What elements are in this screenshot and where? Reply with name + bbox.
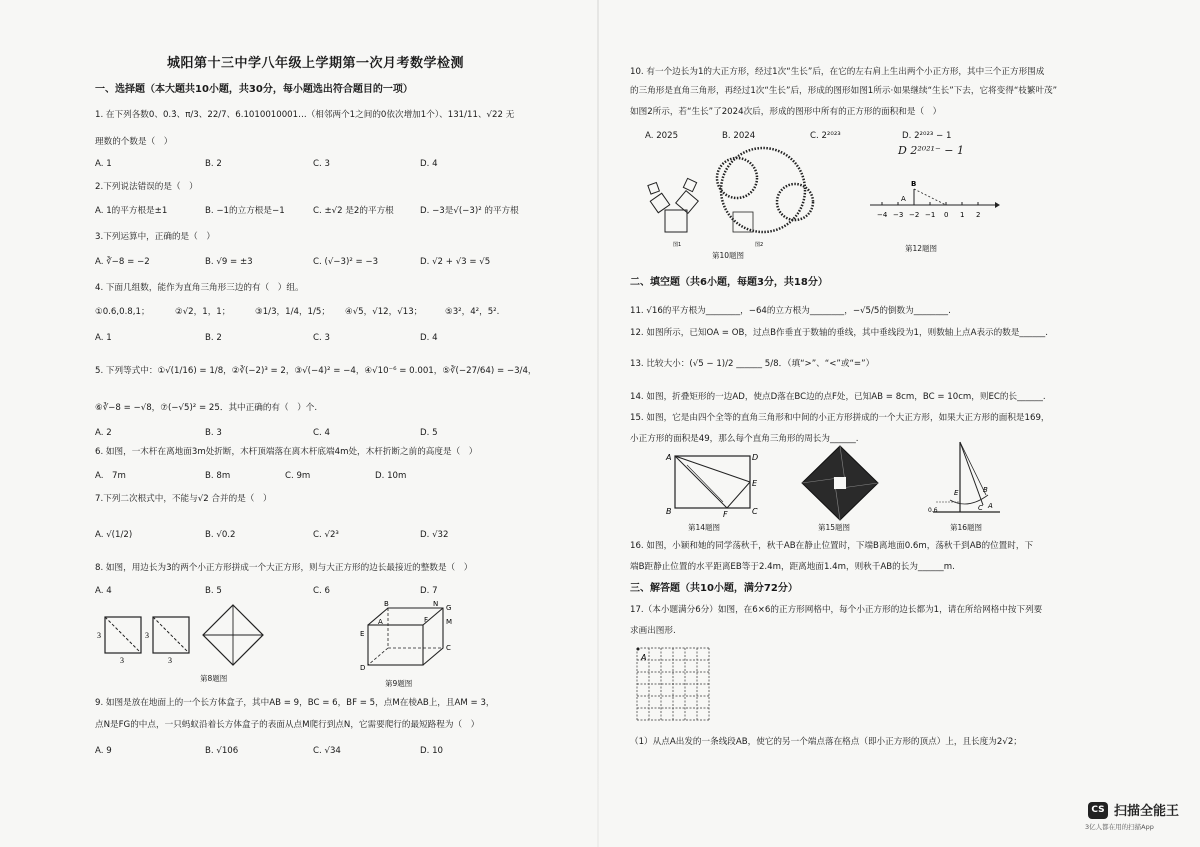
q7-text: 7.下列二次根式中，不能与√2 合并的是（ ） bbox=[95, 494, 272, 504]
q10-option-b: B. 2024 bbox=[722, 131, 756, 141]
section-choice-heading: 一、选择题（本大题共10小题，共30分，每小题选出符合题目的一项） bbox=[95, 84, 413, 95]
q9-option-d: D. 10 bbox=[420, 746, 444, 756]
q10-handwritten-answer: D 2²⁰²¹⁻ − 1 bbox=[898, 144, 964, 157]
figure-9 bbox=[360, 600, 460, 680]
fig9-label-c: C bbox=[446, 644, 451, 652]
q7-option-d: D. √32 bbox=[420, 530, 449, 540]
fig10-caption: 第10题图 bbox=[712, 251, 745, 260]
fold-line-ae bbox=[675, 456, 750, 482]
q8-option-a: A. 4 bbox=[95, 586, 112, 596]
figure-10 bbox=[645, 150, 855, 250]
swing-rope-rest bbox=[960, 442, 983, 505]
q3-option-b: B. √9 = ±3 bbox=[205, 257, 253, 267]
small-square-15 bbox=[834, 477, 846, 489]
q12-text: 12. 如图所示，已知OA = OB，过点B作垂直于数轴的垂线，其中垂线段为1，则数轴上点A表示的数是______. bbox=[630, 328, 1048, 338]
fig12-tick-label-3: −2 bbox=[909, 211, 920, 219]
q1-text-2: 理数的个数是（ ） bbox=[95, 137, 173, 147]
fig16-label-e: E bbox=[954, 489, 959, 497]
q7-option-c: C. √2³ bbox=[313, 530, 339, 540]
q4-option-b: B. 2 bbox=[205, 333, 222, 343]
q16-text: 16. 如图，小颖和她的同学荡秋千，秋千AB在静止位置时，下端B离地面0.6m，荡秋千到AB的位置时，下 bbox=[630, 541, 1034, 551]
q8-text: 8. 如图，用边长为3的两个小正方形拼成一个大正方形，则与大正方形的边长最接近的整数是（ ） bbox=[95, 563, 473, 573]
q16-text-2: 端B距静止位置的水平距离EB等于2.4m，距离地面1.4m，则秋千AB的长为______m. bbox=[630, 562, 955, 572]
q11-text: 11. √16的平方根为________，−64的立方根为________，−√5/5的倒数为________. bbox=[630, 306, 951, 316]
diagonal-left bbox=[105, 617, 141, 653]
q5-option-d: D. 5 bbox=[420, 428, 438, 438]
q5-text-2: ⑥∛−8 = −√8，⑦(−√5)² = 25．其中正确的有（ ）个. bbox=[95, 403, 318, 413]
scanner-logo-icon: CS bbox=[1088, 802, 1108, 819]
q17-text-2: 求画出图形. bbox=[630, 626, 676, 636]
scanner-app-name: 扫描全能王 bbox=[1114, 804, 1180, 819]
q14-text: 14. 如图，折叠矩形的一边AD，使点D落在BC边的点F处，已知AB = 8cm，BC = 10cm，则EC的长______. bbox=[630, 392, 1046, 402]
q10-option-c: C. 2²⁰²³ bbox=[810, 131, 841, 141]
q9-option-a: A. 9 bbox=[95, 746, 112, 756]
box-hidden-edge-2 bbox=[368, 648, 388, 665]
q8-option-b: B. 5 bbox=[205, 586, 222, 596]
figure-12 bbox=[870, 175, 1000, 230]
q1-option-c: C. 3 bbox=[313, 159, 330, 169]
figure-16 bbox=[928, 440, 1008, 520]
q15-text-2: 小正方形的面积是49，那么每个直角三角形的周长为______. bbox=[630, 434, 859, 444]
q4-item-1: ①0.6,0.8,1； bbox=[95, 307, 150, 317]
fig16-label-height: 0.6 bbox=[928, 507, 938, 514]
fig16-label-b: B bbox=[983, 486, 988, 494]
q17-text: 17.（本小题满分6分）如图，在6×6的正方形网格中，每个小正方形的边长都为1，请在所给网格中按下列要 bbox=[630, 605, 1043, 615]
fig14-label-f: F bbox=[723, 510, 728, 519]
fig12-tick-label-1: −4 bbox=[877, 211, 888, 219]
box-hidden-edges bbox=[388, 608, 443, 648]
q3-text: 3.下列运算中，正确的是（ ） bbox=[95, 232, 215, 242]
fig9-label-n: N bbox=[433, 600, 439, 608]
q1-text: 1. 在下列各数0、0.3̇、π/3、22/7、6.1010010001…（相邻两个1之间的0依次增加1个）、131/11、√22 无 bbox=[95, 110, 515, 120]
q7-option-a: A. √(1/2) bbox=[95, 530, 133, 540]
fig14-label-d: D bbox=[752, 453, 759, 462]
q1-option-a: A. 1 bbox=[95, 159, 112, 169]
q1-option-b: B. 2 bbox=[205, 159, 222, 169]
q3-option-c: C. (√−3)² = −3 bbox=[313, 257, 379, 267]
grid-lines bbox=[637, 648, 709, 720]
q4-text: 4. 下面几组数，能作为直角三角形三边的有（ ）组。 bbox=[95, 283, 304, 293]
fig12-tick-label-6: 1 bbox=[960, 211, 965, 219]
fig12-point-b: B bbox=[911, 180, 917, 188]
fig10-tree-small bbox=[648, 178, 698, 232]
fig9-label-b: B bbox=[384, 600, 389, 608]
fig9-label-m: M bbox=[446, 618, 453, 626]
fig8-side-label-3: 3 bbox=[145, 631, 149, 640]
q8-option-c: C. 6 bbox=[313, 586, 330, 596]
fig9-label-e: E bbox=[360, 630, 365, 638]
q15-text: 15. 如图，它是由四个全等的直角三角形和中间的小正方形拼成的一个大正方形，如果大正方形的面积是169， bbox=[630, 413, 1050, 423]
fig9-caption: 第9题图 bbox=[385, 679, 413, 688]
q9-text-2: 点N是FG的中点，一只蚂蚁沿着长方体盒子的表面从点M爬行到点N，它需要爬行的最短路程为（ ） bbox=[95, 720, 480, 730]
grid-point-a bbox=[637, 648, 640, 651]
q2-text: 2.下列说法错误的是（ ） bbox=[95, 182, 198, 192]
fig15-caption: 第15题图 bbox=[818, 523, 851, 532]
section-answer-heading: 三、解答题（共10小题，满分72分） bbox=[630, 583, 798, 594]
q8-option-d: D. 7 bbox=[420, 586, 438, 596]
fig8-side-label-1: 3 bbox=[97, 631, 101, 640]
q6-option-d: D. 10m bbox=[375, 471, 407, 481]
fig8-caption: 第8题图 bbox=[200, 674, 228, 683]
q6-option-b: B. 8m bbox=[205, 471, 231, 481]
q4-item-4: ④√5，√12，√13； bbox=[345, 307, 423, 317]
q2-option-c: C. ±√2 是2的平方根 bbox=[313, 206, 394, 216]
q5-text: 5. 下列等式中：①√(1/16) = 1/8，②∛(−2)³ = 2，③√(−4)² = −4，④√10⁻⁶ = 0.001，⑤∛(−27/64) = −3/4， bbox=[95, 366, 537, 376]
q6-option-a: A. 7m bbox=[95, 471, 126, 481]
figure-14 bbox=[665, 450, 760, 520]
q5-option-a: A. 2 bbox=[95, 428, 112, 438]
scanner-slogan: 3亿人都在用的扫描App bbox=[1085, 823, 1154, 831]
q10-option-a: A. 2025 bbox=[645, 131, 679, 141]
exam-title: 城阳第十三中学八年级上学期第一次月考数学检测 bbox=[167, 56, 465, 71]
figure-8 bbox=[95, 605, 275, 685]
grid-6x6[interactable] bbox=[637, 648, 713, 724]
fig14-label-e: E bbox=[752, 479, 758, 488]
fig10-sub1: 图1 bbox=[673, 242, 682, 248]
q3-option-a: A. ∛−8 = −2 bbox=[95, 257, 150, 267]
fig12-tick-label-7: 2 bbox=[976, 211, 981, 219]
fig9-label-g: G bbox=[446, 604, 452, 612]
q7-option-b: B. √0.2 bbox=[205, 530, 236, 540]
fig16-label-c: C bbox=[978, 504, 983, 512]
fig10-sub2: 图2 bbox=[755, 242, 764, 248]
rectangle-abcd bbox=[675, 456, 750, 508]
q9-option-c: C. √34 bbox=[313, 746, 341, 756]
q6-text: 6. 如图，一木杆在离地面3m处折断，木杆顶端落在离木杆底端4m处，木杆折断之前的高度是（ ） bbox=[95, 447, 478, 457]
number-line-arrow bbox=[995, 202, 1000, 208]
fig8-side-label-4: 3 bbox=[168, 656, 172, 665]
q2-option-a: A. 1的平方根是±1 bbox=[95, 206, 168, 216]
q4-option-c: C. 3 bbox=[313, 333, 330, 343]
fig12-tick-label-5: 0 bbox=[944, 211, 949, 219]
figure-15 bbox=[800, 445, 880, 521]
q4-option-a: A. 1 bbox=[95, 333, 112, 343]
section-fill-heading: 二、填空题（共6小题，每题3分，共18分） bbox=[630, 277, 828, 288]
fig16-label-a: A bbox=[988, 502, 993, 510]
fig14-label-b: B bbox=[666, 507, 672, 516]
q5-option-b: B. 3 bbox=[205, 428, 222, 438]
fig8-side-label-2: 3 bbox=[120, 656, 124, 665]
fig9-label-a: A bbox=[378, 618, 383, 626]
q10-text: 10. 有一个边长为1的大正方形，经过1次“生长”后，在它的左右肩上生出两个小正方形，其中三个正方形围成 bbox=[630, 67, 1045, 77]
q9-text: 9. 如图是放在地面上的一个长方体盒子，其中AB = 9，BC = 6，BF = 5，点M在棱AB上，且AM = 3， bbox=[95, 698, 495, 708]
q17-sub1-text: （1）从点A出发的一条线段AB，使它的另一个端点落在格点（即小正方形的顶点）上，且长度为2√2； bbox=[630, 737, 1022, 747]
q4-item-3: ③1/3，1/4，1/5； bbox=[255, 307, 330, 317]
fig14-label-c: C bbox=[752, 507, 758, 516]
fig12-tick-label-2: −3 bbox=[893, 211, 904, 219]
q4-option-d: D. 4 bbox=[420, 333, 438, 343]
fig9-label-f: F bbox=[424, 616, 429, 624]
q10-text-3: 如图2所示，若“生长”了2024次后，形成的图形中所有的正方形的面积和是（ ） bbox=[630, 107, 942, 117]
q9-option-b: B. √106 bbox=[205, 746, 239, 756]
q4-item-2: ②√2，1，1； bbox=[175, 307, 231, 317]
fig16-caption: 第16题图 bbox=[950, 523, 983, 532]
page-fold bbox=[597, 0, 599, 847]
q10-option-d: D. 2²⁰²³ − 1 bbox=[902, 131, 952, 141]
diagonal-right bbox=[153, 617, 189, 653]
fig12-point-a: A bbox=[901, 195, 906, 203]
q4-item-5: ⑤3²，4²，5². bbox=[445, 307, 500, 317]
folded-triangle bbox=[675, 456, 750, 508]
fig14-label-a: A bbox=[666, 453, 672, 462]
q1-option-d: D. 4 bbox=[420, 159, 438, 169]
fig9-label-d: D bbox=[360, 664, 366, 672]
q13-text: 13. 比较大小：(√5 − 1)/2 ______ 5/8．（填“>”、“<”或“=”） bbox=[630, 359, 875, 369]
grid-label-a: A bbox=[641, 653, 647, 662]
q2-option-b: B. −1的立方根是−1 bbox=[205, 206, 285, 216]
fig10-tree-large bbox=[717, 148, 813, 232]
fig14-caption: 第14题图 bbox=[688, 523, 721, 532]
box-front bbox=[368, 625, 423, 665]
box-top-right bbox=[368, 608, 443, 665]
q3-option-d: D. √2 + √3 = √5 bbox=[420, 257, 491, 267]
q10-text-2: 的三角形是直角三角形，再经过1次“生长”后，形成的图形如图1所示·如果继续“生长”下去，它将变得“枝繁叶茂” bbox=[630, 86, 1058, 96]
q6-option-c: C. 9m bbox=[285, 471, 311, 481]
fig12-tick-label-4: −1 bbox=[925, 211, 936, 219]
fig12-caption: 第12题图 bbox=[905, 244, 938, 253]
q5-option-c: C. 4 bbox=[313, 428, 330, 438]
q2-option-d: D. −3是√(−3)² 的平方根 bbox=[420, 206, 519, 216]
